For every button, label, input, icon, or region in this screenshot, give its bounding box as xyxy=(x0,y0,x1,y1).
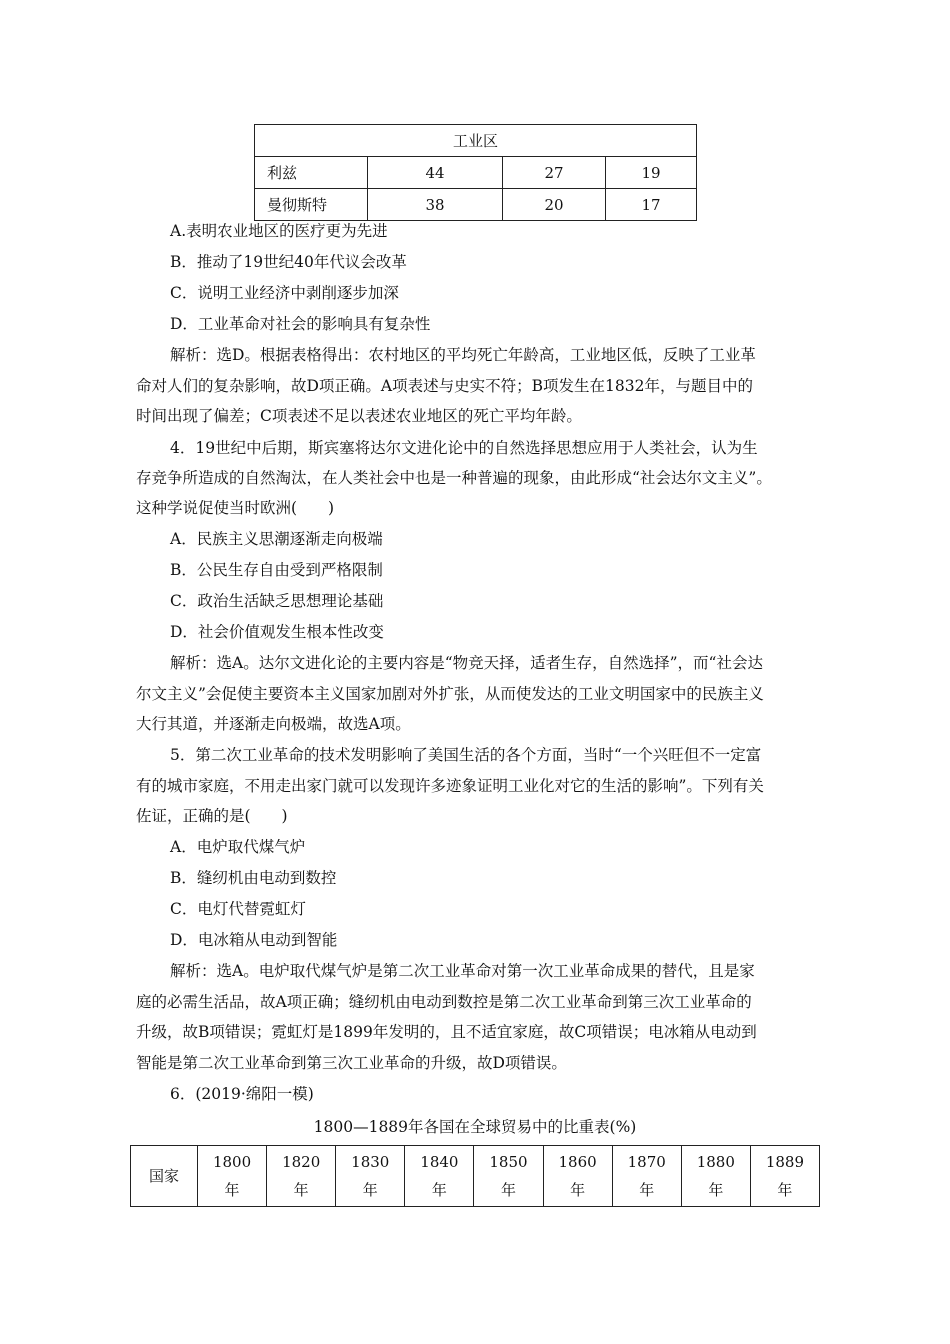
analysis-line: 解析：选A。电炉取代煤气炉是第二次工业革命对第一次工业革命成果的替代，且是家 xyxy=(170,962,755,980)
year-header-cell: 1880 年 xyxy=(681,1146,750,1207)
year-header-cell: 1830 年 xyxy=(336,1146,405,1207)
year-header-cell: 1850 年 xyxy=(474,1146,543,1207)
analysis-line: 时间出现了偏差；C项表述不足以表述农业地区的死亡平均年龄。 xyxy=(136,407,582,425)
table-row xyxy=(255,125,697,157)
analysis-line: 大行其道，并逐渐走向极端，故选A项。 xyxy=(136,715,411,733)
table-header: 工业区 xyxy=(255,125,697,157)
table-cell: 20 xyxy=(503,189,606,221)
year-header-cell: 1870 年 xyxy=(612,1146,681,1207)
analysis-line: 尔文主义”会促使主要资本主义国家加剧对外扩张，从而使发达的工业文明国家中的民族主义 xyxy=(136,685,764,703)
year-header-cell: 1860 年 xyxy=(543,1146,612,1207)
question-stem: 有的城市家庭，不用走出家门就可以发现许多迹象证明工业化对它的生活的影响”。下列有关 xyxy=(136,777,764,795)
table-cell: 27 xyxy=(503,157,606,189)
analysis-line: 升级，故B项错误；霓虹灯是1899年发明的，且不适宜家庭，故C项错误；电冰箱从电动到 xyxy=(136,1023,757,1041)
option-c: C．政治生活缺乏思想理论基础 xyxy=(170,592,384,610)
table-row xyxy=(131,1146,820,1207)
year-header-cell: 1889 年 xyxy=(750,1146,819,1207)
table-cell: 19 xyxy=(606,157,697,189)
year-header-cell: 1800 年 xyxy=(198,1146,267,1207)
question-stem: 4．19世纪中后期，斯宾塞将达尔文进化论中的自然选择思想应用于人类社会，认为生 xyxy=(170,439,758,457)
table-cell: 38 xyxy=(368,189,503,221)
option-a: A.表明农业地区的医疗更为先进 xyxy=(170,222,388,240)
analysis-line: 庭的必需生活品，故A项正确；缝纫机由电动到数控是第二次工业革命到第三次工业革命的 xyxy=(136,993,752,1011)
question-stem: 5．第二次工业革命的技术发明影响了美国生活的各个方面，当时“一个兴旺但不一定富 xyxy=(170,746,762,764)
option-d: D．社会价值观发生根本性改变 xyxy=(170,623,384,641)
option-c: C．说明工业经济中剥削逐步加深 xyxy=(170,284,399,302)
table-caption: 1800—1889年各国在全球贸易中的比重表(%) xyxy=(313,1118,637,1136)
option-a: A．民族主义思潮逐渐走向极端 xyxy=(170,530,383,548)
death-age-table xyxy=(254,124,697,221)
table-cell: 利兹 xyxy=(255,157,368,189)
table-header-cell: 国家 xyxy=(131,1146,198,1207)
table-cell: 曼彻斯特 xyxy=(255,189,368,221)
trade-share-table xyxy=(130,1145,820,1207)
table-cell: 44 xyxy=(368,157,503,189)
option-d: D．电冰箱从电动到智能 xyxy=(170,931,338,949)
option-b: B．公民生存自由受到严格限制 xyxy=(170,561,383,579)
question-stem: 6．(2019·绵阳一模) xyxy=(170,1085,314,1103)
option-a: A．电炉取代煤气炉 xyxy=(170,838,306,856)
analysis-line: 命对人们的复杂影响，故D项正确。A项表述与史实不符；B项发生在1832年，与题目中的 xyxy=(136,377,753,395)
question-stem: 存竞争所造成的自然淘汰，在人类社会中也是一种普遍的现象，由此形成“社会达尔文主义”。 xyxy=(136,469,772,487)
year-header-cell: 1820 年 xyxy=(267,1146,336,1207)
option-b: B．缝纫机由电动到数控 xyxy=(170,869,337,887)
analysis-line: 解析：选D。根据表格得出：农村地区的平均死亡年龄高，工业地区低，反映了工业革 xyxy=(170,346,756,364)
table-row xyxy=(255,189,697,221)
analysis-line: 解析：选A。达尔文进化论的主要内容是“物竞天择，适者生存，自然选择”，而“社会达 xyxy=(170,654,763,672)
option-d: D．工业革命对社会的影响具有复杂性 xyxy=(170,315,431,333)
option-c: C．电灯代替霓虹灯 xyxy=(170,900,306,918)
question-stem: 佐证，正确的是( ) xyxy=(136,807,288,825)
year-header-cell: 1840 年 xyxy=(405,1146,474,1207)
table-row xyxy=(255,157,697,189)
option-b: B．推动了19世纪40年代议会改革 xyxy=(170,253,407,271)
table-cell: 17 xyxy=(606,189,697,221)
analysis-line: 智能是第二次工业革命到第三次工业革命的升级，故D项错误。 xyxy=(136,1054,567,1072)
question-stem: 这种学说促使当时欧洲( ) xyxy=(136,499,335,517)
